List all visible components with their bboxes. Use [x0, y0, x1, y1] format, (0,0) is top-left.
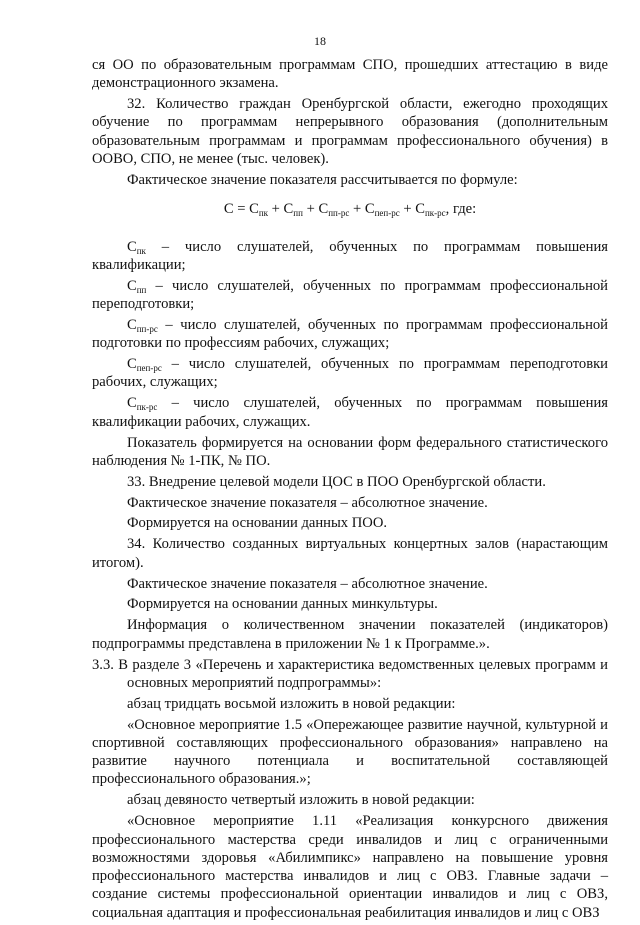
formula-symbol: С	[415, 201, 425, 218]
definition-symbol: С	[127, 238, 137, 255]
paragraph: Показатель формируется на основании форм федерального статистического наблюдения № 1-ПК, № ПО.	[92, 434, 608, 469]
definition-symbol: С	[127, 316, 137, 333]
formula-subscript: пк-рс	[424, 208, 446, 219]
formula-plus: +	[268, 201, 284, 218]
formula-subscript: пеп-рс	[374, 208, 400, 219]
formula-subscript: пп-рс	[328, 208, 350, 219]
paragraph: абзац тридцать восьмой изложить в новой редакции:	[127, 695, 456, 712]
paragraph: «Основное мероприятие 1.5 «Опережающее развитие научной, культурной и спортивной составляющих профессионального образования» направлено на развитие научного потенциала и воспитательной составляющей профессионального образования.»;	[92, 716, 608, 788]
definition	[92, 394, 608, 431]
paragraph: 3.3. В разделе 3 «Перечень и характеристика ведомственных целевых программ и основных мероприятий подпрограммы»:	[92, 656, 608, 691]
definition	[92, 238, 608, 275]
definition-symbol: С	[127, 277, 137, 294]
definition-text: – число слушателей, обученных по программам переподготовки рабочих, служащих;	[92, 356, 608, 391]
definition	[92, 277, 608, 314]
formula-subscript: пп	[293, 208, 303, 219]
definition-subscript: пк-рс	[136, 402, 158, 413]
paragraph: Фактическое значение показателя – абсолютное значение.	[127, 494, 488, 511]
document-body	[92, 56, 608, 925]
paragraph: Формируется на основании данных ПОО.	[127, 515, 388, 532]
definition	[92, 316, 608, 353]
paragraph: ся ОО по образовательным программам СПО, прошедших аттестацию в виде демонстрационного экзамена.	[92, 57, 608, 92]
definition-subscript: пеп-рс	[136, 363, 162, 374]
definition	[92, 355, 608, 392]
definition-subscript: пп-рс	[136, 323, 158, 334]
formula-symbol: С	[283, 201, 294, 218]
paragraph: 34. Количество созданных виртуальных концертных залов (нарастающим итогом).	[92, 536, 608, 571]
formula-plus: +	[399, 201, 416, 218]
formula-symbol: С	[318, 201, 329, 218]
definition-text: – число слушателей, обученных по программам повышения квалификации рабочих, служащих.	[92, 395, 608, 430]
formula	[92, 200, 608, 218]
definition-text: – число слушателей, обученных по программам профессиональной переподготовки;	[92, 277, 608, 313]
formula-tail: , где:	[445, 201, 477, 218]
formula-symbol: С	[364, 201, 375, 218]
formula-lhs: С =	[223, 201, 250, 218]
paragraph: Фактическое значение показателя рассчитывается по формуле:	[127, 171, 518, 188]
paragraph: 32. Количество граждан Оренбургской области, ежегодно проходящих обучение по программам непрерывного образования (дополнительным образовательным программам и программам профессионального обучения) в ООВО, СПО, не менее (тыс. человек).	[92, 96, 608, 168]
formula-subscript: пк	[258, 208, 269, 219]
formula-plus: +	[349, 201, 365, 218]
formula-symbol: С	[249, 201, 259, 218]
paragraph: Формируется на основании данных минкультуры.	[127, 596, 438, 613]
paragraph: абзац девяносто четвертый изложить в новой редакции:	[127, 792, 475, 809]
definition-symbol: С	[127, 395, 137, 412]
definition-symbol: С	[127, 356, 137, 373]
paragraph: Информация о количественном значении показателей (индикаторов) подпрограммы представлена в приложении № 1 к Программе.».	[92, 617, 608, 652]
paragraph: «Основное мероприятие 1.11 «Реализация конкурсного движения профессионального мастерства среди инвалидов и лиц с ограниченными возможностями здоровья «Абилимпикс» направлено на повышение уровня профессионального мастерства инвалидов и лиц с ОВЗ. Главные задачи – создание системы профессиональной ориентации инвалидов и лиц с ОВЗ, социальная адаптация и профессиональная реабилитация инвалидов и лиц с ОВЗ	[92, 813, 608, 921]
paragraph: Фактическое значение показателя – абсолютное значение.	[127, 575, 488, 592]
definition-subscript: пп	[136, 284, 147, 295]
definition-text: – число слушателей, обученных по программам профессиональной подготовки по профессиям рабочих, служащих;	[92, 316, 608, 352]
definition-subscript: пк	[136, 245, 146, 256]
definition-text: – число слушателей, обученных по программам повышения квалификации;	[92, 238, 608, 273]
paragraph: 33. Внедрение целевой модели ЦОС в ПОО Оренбургской области.	[127, 473, 546, 490]
formula-plus: +	[302, 201, 319, 218]
page-number: 18	[314, 34, 326, 48]
